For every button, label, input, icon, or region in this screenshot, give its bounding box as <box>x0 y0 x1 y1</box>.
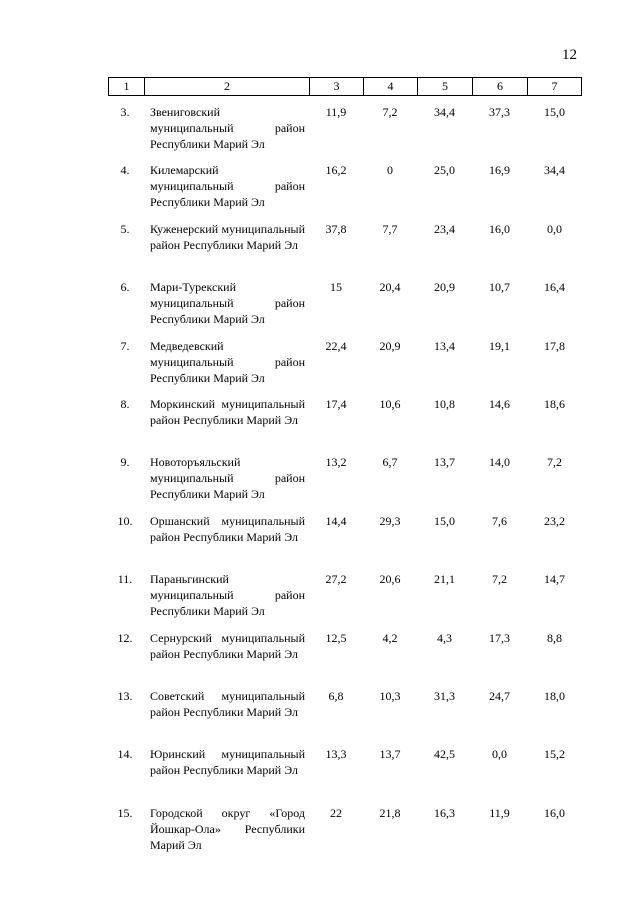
municipality-name: Сернурский муниципальный район Республики Марий Эл <box>150 630 305 661</box>
table-row <box>108 688 582 746</box>
municipality-name: Моркинский муниципальный район Республики Марий Эл <box>150 396 305 427</box>
value-cell-col3: 11,9 <box>325 105 347 119</box>
value-cell-col7: 34,4 <box>544 163 565 178</box>
value-cell-col6: 16,9 <box>489 163 510 178</box>
value-cell-col3: 14,4 <box>325 513 347 528</box>
value-cell-col3: 15 <box>330 280 342 295</box>
table-body <box>108 104 582 863</box>
value-cell-col5: 4,3 <box>437 630 452 645</box>
value-cell-col4: 13,7 <box>379 747 401 762</box>
page-number: 12 <box>562 47 577 63</box>
value-cell-col5: 13,7 <box>434 455 455 470</box>
table-row <box>108 805 582 863</box>
value-cell-col5: 15,0 <box>434 513 455 528</box>
row-number: 9. <box>120 455 130 470</box>
value-cell-col7: 7,2 <box>547 455 562 470</box>
row-number: 4. <box>120 163 130 178</box>
value-cell-col6: 11,9 <box>489 805 510 820</box>
municipality-name: Городской округ «Город Йошкар-Ола» Республики Марий Эл <box>150 805 305 852</box>
municipality-name: Мари-Турекский муниципальный район Республики Марий Эл <box>150 280 305 327</box>
value-cell-col6: 14,0 <box>489 455 510 470</box>
row-number: 11. <box>117 572 133 587</box>
row-number: 3. <box>120 105 130 119</box>
value-cell-col3: 13,2 <box>325 455 347 470</box>
value-cell-col3: 22 <box>330 805 342 820</box>
row-number: 6. <box>120 280 130 295</box>
municipality-name: Советский муниципальный район Республики Марий Эл <box>150 688 305 719</box>
value-cell-col5: 31,3 <box>434 688 455 703</box>
municipality-name: Килемарский муниципальный район Республики Марий Эл <box>150 163 305 210</box>
value-cell-col6: 10,7 <box>489 280 510 295</box>
value-cell-col5: 25,0 <box>434 163 455 178</box>
row-number: 5. <box>120 221 130 236</box>
row-number: 8. <box>120 396 130 411</box>
value-cell-col4: 4,2 <box>382 630 398 645</box>
header-cell-1: 1 <box>109 78 145 95</box>
table-row <box>108 746 582 804</box>
header-cell-3: 3 <box>310 78 364 95</box>
table-row <box>108 221 582 279</box>
value-cell-col4: 7,7 <box>382 221 398 236</box>
value-cell-col7: 18,0 <box>544 688 565 703</box>
row-number: 10. <box>117 513 133 528</box>
value-cell-col7: 18,6 <box>544 396 565 411</box>
municipality-name: Параньгинский муниципальный район Республики Марий Эл <box>150 572 305 619</box>
value-cell-col7: 14,7 <box>544 572 565 587</box>
value-cell-col4: 10,3 <box>379 688 401 703</box>
header-cell-5: 5 <box>418 78 473 95</box>
table-row <box>108 338 582 396</box>
value-cell-col4: 7,2 <box>382 105 398 119</box>
municipality-name: Новоторъяльский муниципальный район Республики Марий Эл <box>150 455 305 502</box>
municipality-name: Юринский муниципальный район Республики Марий Эл <box>150 747 305 778</box>
value-cell-col3: 13,3 <box>325 747 347 762</box>
value-cell-col7: 17,8 <box>544 338 565 353</box>
row-number: 14. <box>117 747 133 762</box>
value-cell-col4: 21,8 <box>379 805 401 820</box>
table-row <box>108 104 582 162</box>
value-cell-col3: 22,4 <box>325 338 347 353</box>
value-cell-col4: 6,7 <box>382 455 398 470</box>
value-cell-col3: 37,8 <box>325 221 347 236</box>
header-cell-4: 4 <box>364 78 418 95</box>
table-header-row <box>108 77 582 96</box>
value-cell-col7: 16,0 <box>544 805 565 820</box>
table-row <box>108 396 582 454</box>
table-row <box>108 571 582 629</box>
value-cell-col4: 20,4 <box>379 280 401 295</box>
row-number: 12. <box>117 630 133 645</box>
municipality-name: Куженерский муниципальный район Республики Марий Эл <box>150 221 305 252</box>
value-cell-col5: 13,4 <box>434 338 455 353</box>
value-cell-col6: 37,3 <box>489 105 510 119</box>
table-row <box>108 454 582 512</box>
value-cell-col5: 20,9 <box>434 280 455 295</box>
value-cell-col4: 20,6 <box>379 572 401 587</box>
value-cell-col7: 8,8 <box>547 630 562 645</box>
value-cell-col6: 14,6 <box>489 396 510 411</box>
value-cell-col5: 23,4 <box>434 221 455 236</box>
row-number: 7. <box>120 338 130 353</box>
value-cell-col6: 19,1 <box>489 338 510 353</box>
value-cell-col6: 16,0 <box>489 221 510 236</box>
value-cell-col6: 17,3 <box>489 630 510 645</box>
value-cell-col6: 24,7 <box>489 688 510 703</box>
table-row <box>108 162 582 220</box>
value-cell-col6: 0,0 <box>492 747 507 762</box>
header-cell-2: 2 <box>145 78 310 95</box>
value-cell-col7: 0,0 <box>547 221 562 236</box>
value-cell-col5: 10,8 <box>434 396 455 411</box>
value-cell-col5: 34,4 <box>434 105 455 119</box>
municipality-name: Медведевский муниципальный район Республики Марий Эл <box>150 338 305 385</box>
value-cell-col7: 16,4 <box>544 280 565 295</box>
value-cell-col4: 0 <box>387 163 393 178</box>
value-cell-col3: 6,8 <box>328 688 344 703</box>
value-cell-col6: 7,6 <box>492 513 507 528</box>
value-cell-col4: 10,6 <box>379 396 401 411</box>
value-cell-col6: 7,2 <box>492 572 507 587</box>
table-row <box>108 513 582 571</box>
value-cell-col5: 16,3 <box>434 805 455 820</box>
table-row <box>108 630 582 688</box>
value-cell-col4: 29,3 <box>379 513 401 528</box>
row-number: 13. <box>117 688 133 703</box>
value-cell-col7: 15,0 <box>544 105 565 119</box>
value-cell-col4: 20,9 <box>379 338 401 353</box>
value-cell-col3: 12,5 <box>325 630 347 645</box>
value-cell-col7: 23,2 <box>544 513 565 528</box>
value-cell-col5: 21,1 <box>434 572 455 587</box>
municipality-name: Оршанский муниципальный район Республики Марий Эл <box>150 513 305 544</box>
row-number: 15. <box>117 805 133 820</box>
value-cell-col3: 16,2 <box>325 163 347 178</box>
value-cell-col3: 17,4 <box>325 396 347 411</box>
header-cell-7: 7 <box>551 79 558 93</box>
header-cell-6: 6 <box>473 78 528 95</box>
municipality-name: Звениговский муниципальный район Республики Марий Эл <box>150 105 305 151</box>
value-cell-col5: 42,5 <box>434 747 455 762</box>
value-cell-col7: 15,2 <box>544 747 565 762</box>
value-cell-col3: 27,2 <box>325 572 347 587</box>
table-row <box>108 279 582 337</box>
